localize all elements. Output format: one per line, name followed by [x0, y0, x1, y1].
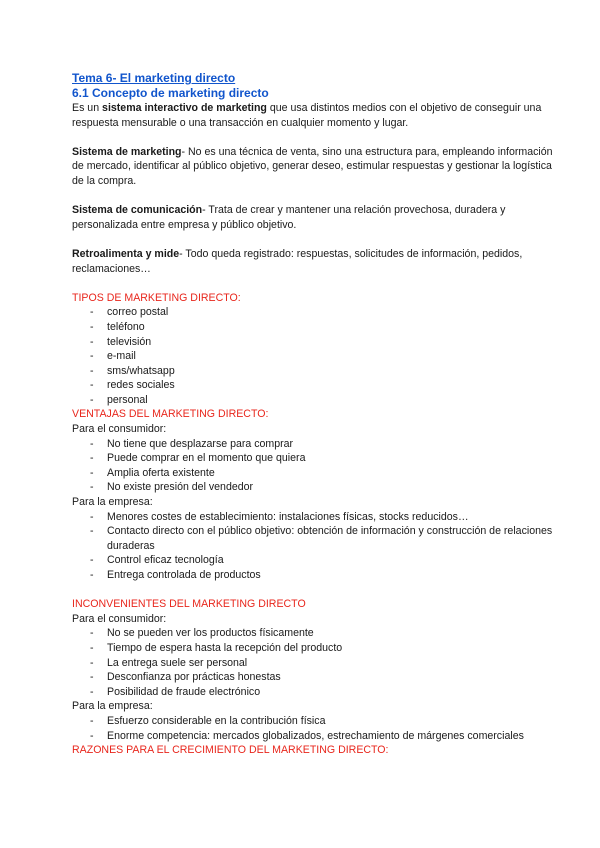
list-item — [72, 320, 564, 335]
ventajas-heading: VENTAJAS DEL MARKETING DIRECTO: — [72, 408, 269, 421]
intro-bold: sistema interactivo de marketing — [102, 102, 267, 114]
list-item — [72, 656, 564, 671]
list-dash: - — [90, 627, 94, 640]
list-dash: - — [90, 393, 94, 406]
document-content — [72, 71, 564, 758]
razones-heading: RAZONES PARA EL CRECIMIENTO DEL MARKETING DIRECTO: — [72, 744, 389, 757]
list-dash: - — [90, 554, 94, 567]
list-item-text: No existe presión del vendedor — [107, 481, 254, 494]
list-item — [72, 349, 564, 364]
list-item — [72, 393, 564, 408]
definition-communication-system — [72, 203, 564, 232]
list-dash: - — [90, 685, 94, 698]
definition-term: Sistema de marketing — [72, 145, 182, 158]
definition-term: Sistema de comunicación — [72, 204, 203, 217]
list-item — [72, 510, 564, 525]
intro-paragraph — [72, 101, 564, 130]
list-dash: - — [90, 437, 94, 450]
list-dash: - — [90, 656, 94, 669]
list-item — [72, 641, 564, 656]
list-item — [72, 685, 564, 700]
list-item-text: Esfuerzo considerable en la contribución física — [107, 714, 326, 727]
list-item-text: No se pueden ver los productos físicamente — [107, 627, 314, 640]
list-dash: - — [90, 350, 94, 363]
list-dash: - — [90, 379, 94, 392]
list-item-text: Desconfianza por prácticas honestas — [107, 671, 281, 684]
inconvenientes-consumer-label: Para el consumidor: — [72, 612, 167, 625]
list-item — [72, 729, 564, 744]
intro-pre: Es un — [72, 102, 103, 114]
list-item-text: Entrega controlada de productos — [107, 569, 261, 581]
list-dash: - — [90, 671, 94, 684]
definition-marketing-system — [72, 145, 564, 189]
list-dash: - — [90, 525, 94, 538]
definition-text: - No es una técnica de venta, sino una estructura para, empleando información de mercado, identificar al público objetivo, generar deseo, estimular respuestas y gestionar la logística de la compra. — [72, 145, 553, 187]
list-item-text: La entrega suele ser personal — [107, 656, 248, 669]
list-item-text: Control eficaz tecnología — [107, 554, 224, 567]
list-item — [72, 714, 564, 729]
list-item — [72, 568, 564, 583]
tipos-list — [72, 305, 564, 407]
list-dash: - — [90, 510, 94, 523]
list-dash: - — [90, 320, 94, 333]
list-item — [72, 378, 564, 393]
list-item-text: redes sociales — [107, 379, 175, 392]
list-dash: - — [90, 481, 94, 494]
list-dash: - — [90, 714, 94, 727]
list-item-text: Posibilidad de fraude electrónico — [107, 685, 261, 698]
definition-term: Retroalimenta y mide — [72, 247, 180, 260]
ventajas-consumer-list — [72, 437, 564, 495]
list-item-text: correo postal — [107, 306, 169, 319]
list-item-text: sms/whatsapp — [107, 364, 175, 377]
list-item-text: e-mail — [107, 350, 136, 363]
list-item — [72, 524, 564, 553]
list-item-text: Puede comprar en el momento que quiera — [107, 452, 306, 465]
inconvenientes-consumer-list — [72, 626, 564, 699]
list-item-text: No tiene que desplazarse para comprar — [107, 437, 294, 450]
inconvenientes-company-label: Para la empresa: — [72, 700, 153, 713]
definition-feedback — [72, 247, 564, 276]
list-dash: - — [90, 335, 94, 348]
list-item-text: Menores costes de establecimiento: instalaciones físicas, stocks reducidos… — [107, 510, 469, 523]
list-dash: - — [90, 569, 94, 581]
list-item — [72, 626, 564, 641]
list-item-text: Tiempo de espera hasta la recepción del producto — [107, 641, 343, 654]
list-item — [72, 466, 564, 481]
list-item — [72, 451, 564, 466]
list-dash: - — [90, 364, 94, 377]
ventajas-company-list — [72, 510, 564, 583]
list-item-text: Contacto directo con el público objetivo: obtención de información y construcción de relaciones duraderas — [107, 525, 553, 552]
inconvenientes-heading: INCONVENIENTES DEL MARKETING DIRECTO — [72, 598, 306, 611]
inconvenientes-company-list — [72, 714, 564, 743]
section-title: 6.1 Concepto de marketing directo — [72, 86, 269, 100]
list-item — [72, 553, 564, 568]
list-item-text: Amplia oferta existente — [107, 466, 215, 479]
list-item — [72, 480, 564, 495]
intro-post: que usa distintos medios con el objetivo de conseguir una respuesta mensurable o una transacción en cualquier momento y lugar. — [72, 102, 542, 129]
ventajas-consumer-label: Para el consumidor: — [72, 423, 167, 436]
list-dash: - — [90, 466, 94, 479]
list-dash: - — [90, 452, 94, 465]
list-item-text: personal — [107, 393, 148, 406]
list-item — [72, 305, 564, 320]
definition-text: - Trata de crear y mantener una relación provechosa, duradera y personalizada entre empresa y público objetivo. — [72, 204, 506, 231]
list-item-text: teléfono — [107, 320, 145, 333]
list-dash: - — [90, 641, 94, 654]
list-dash: - — [90, 729, 94, 742]
ventajas-company-label: Para la empresa: — [72, 496, 153, 509]
list-item — [72, 335, 564, 350]
document-title[interactable]: Tema 6- El marketing directo — [72, 71, 236, 85]
list-item — [72, 364, 564, 379]
list-item-text: Enorme competencia: mercados globalizados, estrechamiento de márgenes comerciales — [107, 729, 524, 742]
tipos-heading: TIPOS DE MARKETING DIRECTO: — [72, 291, 241, 304]
definition-text: - Todo queda registrado: respuestas, solicitudes de información, pedidos, reclamaciones… — [72, 247, 523, 275]
list-item — [72, 670, 564, 685]
list-item — [72, 437, 564, 452]
list-dash: - — [90, 306, 94, 319]
list-item-text: televisión — [107, 335, 152, 348]
